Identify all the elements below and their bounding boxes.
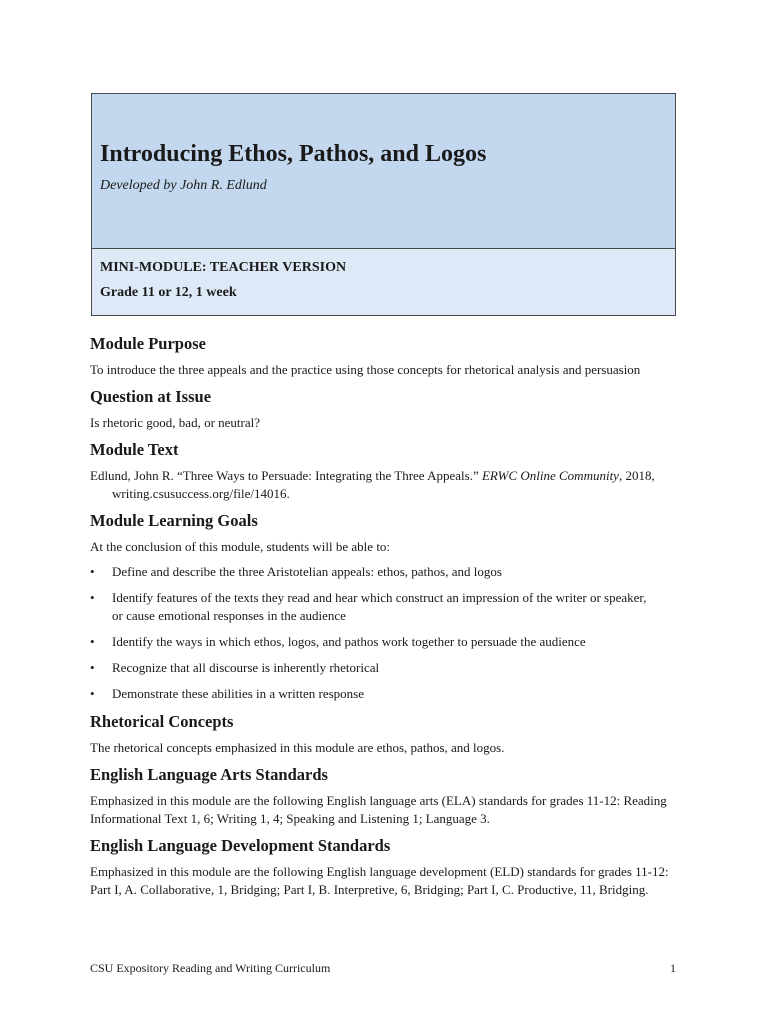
module-text-heading: Module Text (90, 440, 179, 459)
ela-standards-section (90, 764, 690, 828)
page-number: 1 (670, 961, 676, 975)
goal-text: Identify the ways in which ethos, logos, and pathos work together to persuade the audience (112, 634, 586, 649)
list-item (90, 659, 652, 677)
eld-standards-text: Emphasized in this module are the following English language development (ELD) standards for grades 11-12: Part I, A. Collaborative, 1, Bridging; Part I, B. Interpretive, 6, Bridging; Part I, C. Productive, 11, Bridging. (90, 864, 669, 897)
rhetorical-concepts-heading: Rhetorical Concepts (90, 712, 234, 731)
question-text: Is rhetoric good, bad, or neutral? (90, 415, 261, 430)
document-title: Introducing Ethos, Pathos, and Logos (100, 141, 487, 167)
module-purpose-section (90, 333, 690, 379)
module-type-label: MINI-MODULE: TEACHER VERSION (100, 260, 347, 275)
question-heading: Question at Issue (90, 387, 212, 406)
bullet-icon: • (90, 686, 95, 701)
rhetorical-concepts-section (90, 711, 690, 757)
learning-goals-heading: Module Learning Goals (90, 511, 258, 530)
bullet-icon: • (90, 634, 95, 649)
list-item (90, 589, 652, 625)
goal-text: Identify features of the texts they read and hear which construct an impression of the writer or speaker, or cause emotional responses in the audience (112, 590, 647, 623)
title-box (91, 93, 676, 316)
list-item (90, 633, 652, 651)
goal-text: Recognize that all discourse is inherently rhetorical (112, 660, 380, 675)
module-text-citation (90, 467, 692, 503)
citation-author-title: Edlund, John R. “Three Ways to Persuade: Integrating the Three Appeals.” (90, 468, 482, 483)
ela-standards-text: Emphasized in this module are the following English language arts (ELA) standards for grades 11-12: Reading Informational Text 1, 6; Writing 1, 4; Speaking and Listening 1; Language 3. (90, 793, 667, 826)
list-item (90, 563, 652, 581)
bullet-icon: • (90, 590, 95, 605)
citation-details: , 2018, writing.csusuccess.org/file/14016. (112, 468, 655, 501)
module-purpose-heading: Module Purpose (90, 334, 206, 353)
learning-goals-intro: At the conclusion of this module, students will be able to: (90, 539, 391, 554)
footer-curriculum-name: CSU Expository Reading and Writing Curriculum (90, 961, 331, 975)
bullet-icon: • (90, 660, 95, 675)
module-purpose-text: To introduce the three appeals and the practice using those concepts for rhetorical analysis and persuasion (90, 362, 641, 377)
ela-standards-heading: English Language Arts Standards (90, 765, 328, 784)
module-text-section (90, 439, 690, 503)
bullet-icon: • (90, 564, 95, 579)
grade-level-label: Grade 11 or 12, 1 week (100, 285, 237, 300)
title-band (92, 94, 675, 249)
list-item (90, 685, 652, 703)
question-section (90, 386, 690, 432)
eld-standards-heading: English Language Development Standards (90, 836, 391, 855)
goal-text: Define and describe the three Aristotelian appeals: ethos, pathos, and logos (112, 564, 502, 579)
document-author: Developed by John R. Edlund (100, 178, 267, 193)
goal-text: Demonstrate these abilities in a written response (112, 686, 364, 701)
learning-goals-list (90, 563, 690, 703)
rhetorical-concepts-text: The rhetorical concepts emphasized in this module are ethos, pathos, and logos. (90, 740, 505, 755)
citation-publication: ERWC Online Community (481, 468, 619, 483)
learning-goals-section (90, 510, 690, 703)
eld-standards-section (90, 835, 690, 899)
document-body (90, 333, 690, 906)
module-info-band (92, 249, 675, 315)
